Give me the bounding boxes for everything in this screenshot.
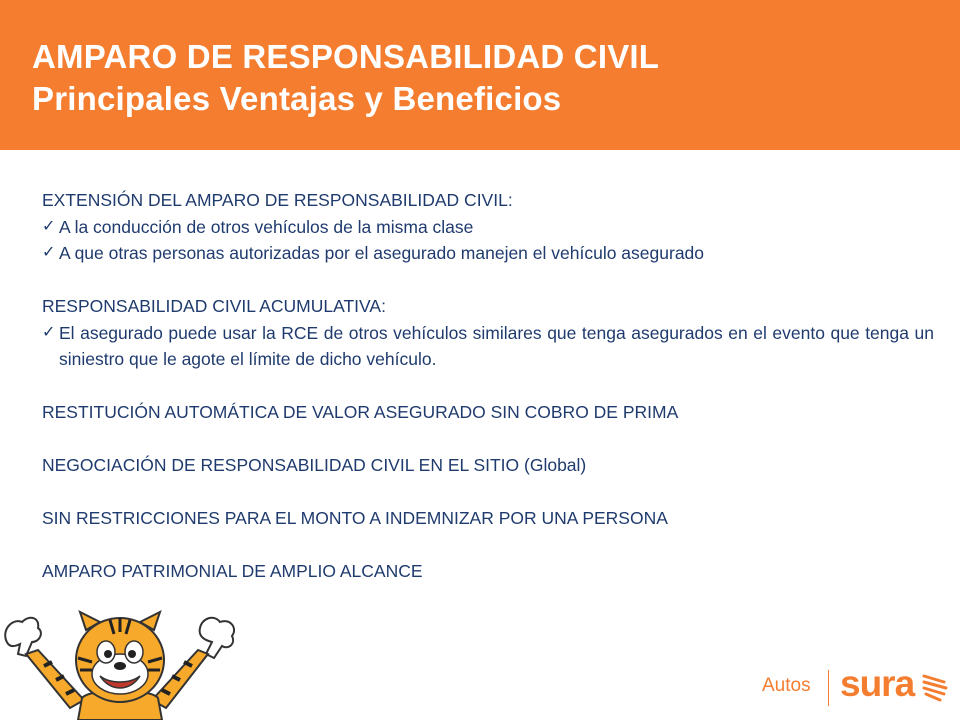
title-line-2: Principales Ventajas y Beneficios (32, 80, 562, 117)
extension-item-text: A la conducción de otros vehículos de la misma clase (59, 216, 474, 237)
slide-title (32, 36, 659, 120)
acumulativa-heading: RESPONSABILIDAD CIVIL ACUMULATIVA: (42, 296, 386, 316)
logo-product-label: Autos (762, 675, 811, 696)
logo-brand-label: sura (840, 663, 915, 704)
spacer (42, 373, 934, 400)
acumulativa-item-text: El asegurado puede usar la RCE de otros vehículos similares que tenga asegurados en el evento que tenga un siniestro que le agote el límite de dicho vehículo. (59, 322, 934, 369)
extension-heading: EXTENSIÓN DEL AMPARO DE RESPONSABILIDAD CIVIL: (42, 190, 513, 210)
title-line-1: AMPARO DE RESPONSABILIDAD CIVIL (32, 38, 660, 75)
spacer (42, 479, 934, 506)
extension-item (42, 240, 934, 267)
checkmark-icon: ✓ (42, 244, 56, 261)
negociacion-item: NEGOCIACIÓN DE RESPONSABILIDAD CIVIL EN EL SITIO (Global) (42, 455, 587, 475)
tiger-mascot-icon (0, 608, 240, 720)
header-banner (0, 0, 960, 150)
spacer (42, 532, 934, 559)
sura-rays-icon (922, 672, 950, 704)
spacer (42, 267, 934, 294)
spacer (42, 426, 934, 453)
benefits-content (42, 187, 934, 585)
extension-item-text: A que otras personas autorizadas por el asegurado manejen el vehículo asegurado (59, 243, 705, 263)
logo-divider (828, 670, 829, 706)
amparo-patrimonial-item: AMPARO PATRIMONIAL DE AMPLIO ALCANCE (42, 561, 423, 581)
acumulativa-item (42, 320, 934, 373)
checkmark-icon: ✓ (42, 323, 56, 341)
checkmark-icon: ✓ (42, 217, 56, 235)
extension-item (42, 214, 934, 241)
sin-restricciones-item: SIN RESTRICCIONES PARA EL MONTO A INDEMNIZAR POR UNA PERSONA (42, 508, 668, 528)
restitucion-item: RESTITUCIÓN AUTOMÁTICA DE VALOR ASEGURADO SIN COBRO DE PRIMA (42, 402, 679, 422)
